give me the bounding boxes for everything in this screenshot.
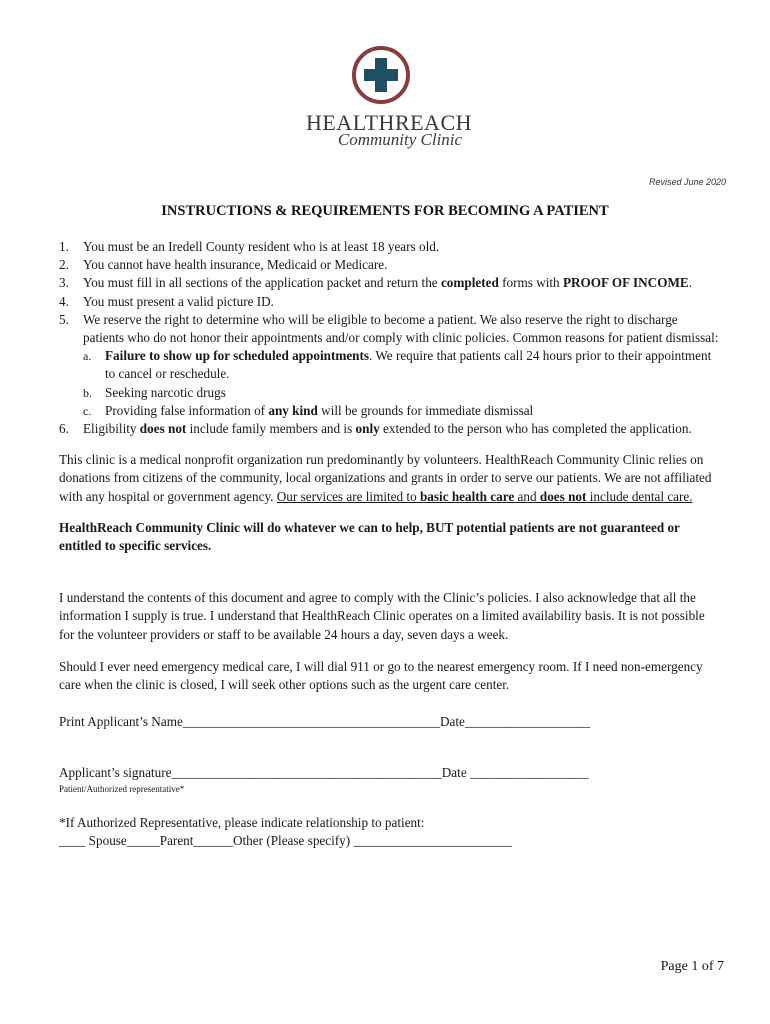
representative-instruction: *If Authorized Representative, please indicate relationship to patient: [59,814,425,830]
acknowledgement-paragraph: I understand the contents of this document and agree to comply with the Clinic’s policies. I also acknowledge that all the information I supply is true. I understand that HealthReach Clinic operates on a limited availability basis. It is not possible for the volunteer providers or staff to be available 24 hours a day, seven days a week. [59,590,705,642]
requirement-text: You must be an Iredell County resident who is at least 18 years old. [83,239,440,254]
underlined-bold-text: does not [539,488,587,504]
requirement-text: include family members and is [186,421,356,437]
logo-name: HEALTHREACH [305,110,473,135]
reason-text: Seeking narcotic drugs [105,384,226,400]
underlined-text: include dental care. [586,488,693,504]
document-body [59,238,719,850]
healthreach-logo [290,44,480,156]
print-name-line[interactable]: Print Applicant’s Name_______________________________________Date___________________ [59,714,591,730]
emphasis-text: any kind [268,402,318,418]
clinic-description [59,451,719,506]
medical-cross-icon [350,44,412,106]
list-item: 4. You must present a valid picture ID. [59,293,274,309]
sub-list-item: a. Failure to show up for scheduled appointments. We require that patients call 24 hours prior to their appointment to cancel or reschedule. [83,348,712,382]
list-item: 2. You cannot have health insurance, Medicaid or Medicare. [59,257,388,273]
emphasis-text: PROOF OF INCOME [562,275,689,291]
signature-note: Patient/Authorized representative* [59,783,185,794]
requirement-text: extended to the person who has completed the application. [379,421,692,437]
dismissal-reasons-list [83,347,719,420]
list-item: 1. You must be an Iredell County resident who is at least 18 years old. [59,239,440,254]
emphasis-text: does not [139,421,187,437]
reason-text: Providing false information of [105,402,269,418]
underlined-text: and [514,488,540,504]
reason-text: . We require that patients call 24 hours prior to their appointment to cancel or reschedule. [105,348,712,382]
requirement-text: We reserve the right to determine who will be eligible to become a patient. We also reserve the right to discharge patients who do not honor their appointments and/or comply with clinic policies. Common reasons for patient dismissal: [83,311,719,346]
reason-text: will be grounds for immediate dismissal [317,402,534,418]
requirement-text: You must present a valid picture ID. [83,293,274,309]
sub-list-item: b. Seeking narcotic drugs [83,384,226,400]
requirements-list [59,238,719,438]
revised-date: Revised June 2020 [648,177,726,187]
underlined-bold-text: basic health care [419,488,515,504]
requirement-text: Eligibility [83,421,140,437]
underlined-text: Our services are limited to [276,488,420,504]
emergency-paragraph: Should I ever need emergency medical care, I will dial 911 or go to the nearest emergency room. If I need non-emergency care when the clinic is closed, I will seek other options such as the urgent care center. [59,658,703,693]
relationship-line[interactable]: ____ Spouse_____Parent______Other (Please specify) ________________________ [59,832,512,848]
list-item: 3. You must fill in all sections of the application packet and return the completed forms with PROOF OF INCOME. [59,275,692,291]
requirement-text: forms with [498,275,563,291]
list-item: 6. Eligibility does not include family members and is only extended to the person who has completed the application. [59,421,692,437]
list-item: 5. We reserve the right to determine who will be eligible to become a patient. We also reserve the right to discharge patients who do not honor their appointments and/or comply with clinic policies. Common reasons for patient dismissal: a. Failure to show up for scheduled appointments. We require that patients call 24 hours prior to their appointment to cancel or reschedule. b. Seeking narcotic drugs c. Providing false information of any kind will be grounds for immediate dismissal [59,311,719,420]
sub-list-item: c. Providing false information of any kind will be grounds for immediate dismissal [83,402,534,418]
requirement-text: . [688,275,692,291]
page-title: INSTRUCTIONS & REQUIREMENTS FOR BECOMING A PATIENT [161,203,609,219]
logo-subtitle: Community Clinic [337,130,463,149]
emphasis-text: Failure to show up for scheduled appointments [105,348,370,364]
emphasis-text: only [355,421,380,437]
requirement-text: You cannot have health insurance, Medicaid or Medicare. [83,257,388,273]
signature-line[interactable]: Applicant’s signature_________________________________________Date __________________ [59,765,589,781]
emphasis-text: completed [440,275,499,291]
paragraph-text: This clinic is a medical nonprofit organization run predominantly by volunteers. HealthReach Community Clinic relies on donations from citizens of the community, local organizations and grants in order to serve our patients. We are not affiliated with any hospital or government agency. [59,452,712,504]
requirement-text: You must fill in all sections of the application packet and return the [83,275,441,291]
services-disclaimer: HealthReach Community Clinic will do whatever we can to help, BUT potential patients are not guaranteed or entitled to specific services. [59,519,680,554]
page-number: Page 1 of 7 [660,959,724,974]
